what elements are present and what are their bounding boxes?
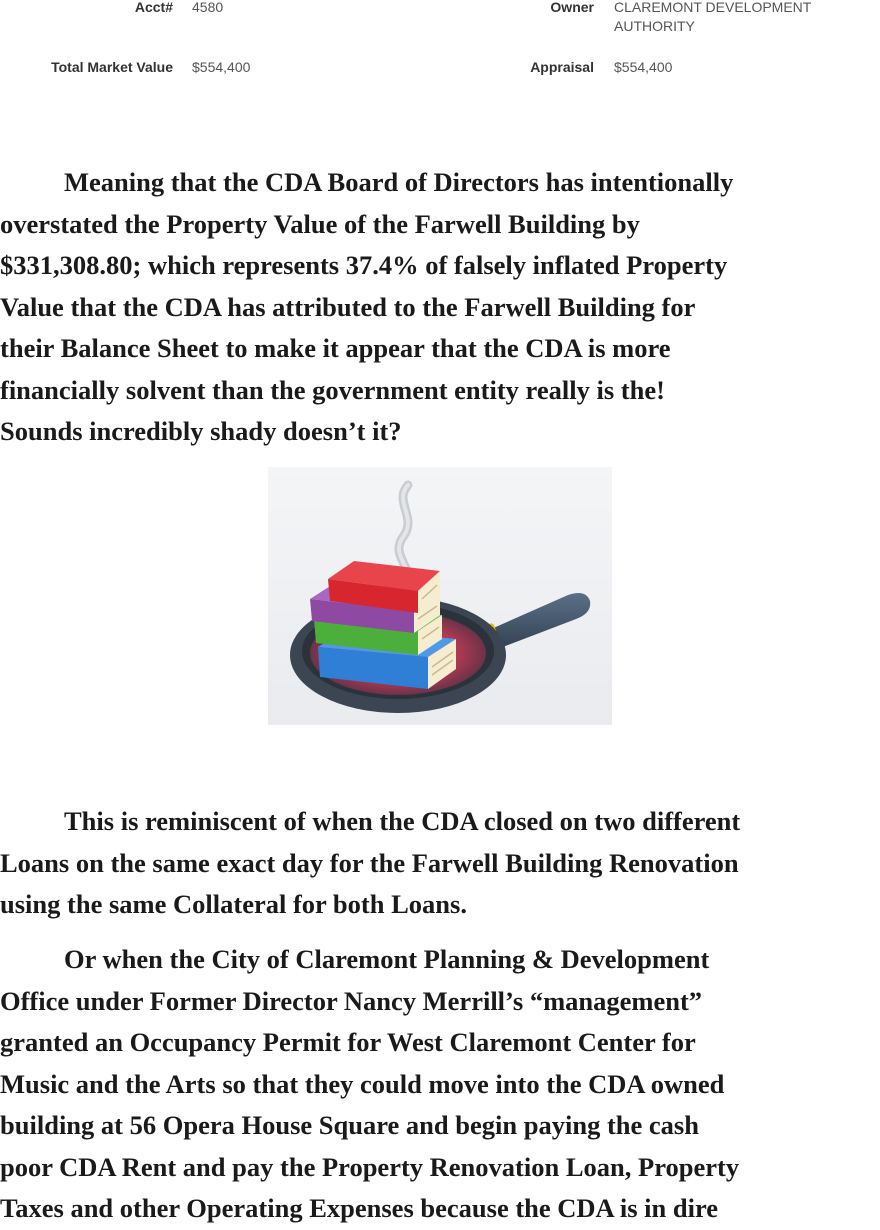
paragraph-line: building at 56 Opera House Square and begin paying the cash bbox=[0, 1110, 699, 1140]
paragraph-line: Sounds incredibly shady doesn’t it? bbox=[0, 416, 402, 446]
paragraph-line: Value that the CDA has attributed to the Farwell Building for bbox=[0, 291, 696, 322]
paragraph-line: Or when the City of Claremont Planning & Development bbox=[64, 944, 710, 974]
acct-value: 4580 bbox=[192, 0, 224, 15]
paragraph-line: Music and the Arts so that they could move into the CDA owned bbox=[0, 1068, 725, 1099]
paragraph-line: Office under Former Director Nancy Merrill’s “management” bbox=[0, 985, 703, 1016]
paragraph-line: overstated the Property Value of the Farwell Building by bbox=[0, 208, 640, 239]
paragraph-line: Taxes and other Operating Expenses because the CDA is in dire bbox=[0, 1193, 719, 1223]
owner-value-line2: AUTHORITY bbox=[614, 18, 695, 34]
appraisal-value: $554,400 bbox=[614, 59, 673, 75]
paragraph-line: poor CDA Rent and pay the Property Renovation Loan, Property bbox=[0, 1151, 740, 1182]
property-info-table bbox=[0, 0, 880, 90]
acct-label: Acct# bbox=[134, 0, 173, 15]
paragraph-line: Loans on the same exact day for the Farwell Building Renovation bbox=[0, 847, 739, 878]
owner-value bbox=[614, 0, 874, 36]
cooking-the-books-illustration bbox=[268, 467, 612, 725]
paragraph-line: financially solvent than the government entity really is the! bbox=[0, 374, 665, 405]
paragraph-overstated-value bbox=[0, 162, 880, 453]
owner-value-line1: CLAREMONT DEVELOPMENT bbox=[614, 0, 812, 15]
total-market-value: $554,400 bbox=[192, 59, 251, 75]
paragraph-line: This is reminiscent of when the CDA closed on two different bbox=[64, 806, 741, 836]
paragraph-line: granted an Occupancy Permit for West Claremont Center for bbox=[0, 1027, 696, 1057]
total-market-value-label: Total Market Value bbox=[51, 59, 173, 75]
books-in-frying-pan-icon bbox=[268, 467, 612, 725]
paragraph-line: Meaning that the CDA Board of Directors has intentionally bbox=[64, 167, 734, 197]
paragraph-line: $331,308.80; which represents 37.4% of falsely inflated Property bbox=[0, 250, 728, 280]
appraisal-label: Appraisal bbox=[530, 59, 594, 75]
paragraph-line: their Balance Sheet to make it appear that the CDA is more bbox=[0, 333, 671, 363]
paragraph-line: using the same Collateral for both Loans. bbox=[0, 889, 467, 919]
paragraph-occupancy-permit bbox=[0, 939, 880, 1230]
paragraph-two-loans bbox=[0, 801, 880, 926]
owner-label: Owner bbox=[550, 0, 594, 15]
